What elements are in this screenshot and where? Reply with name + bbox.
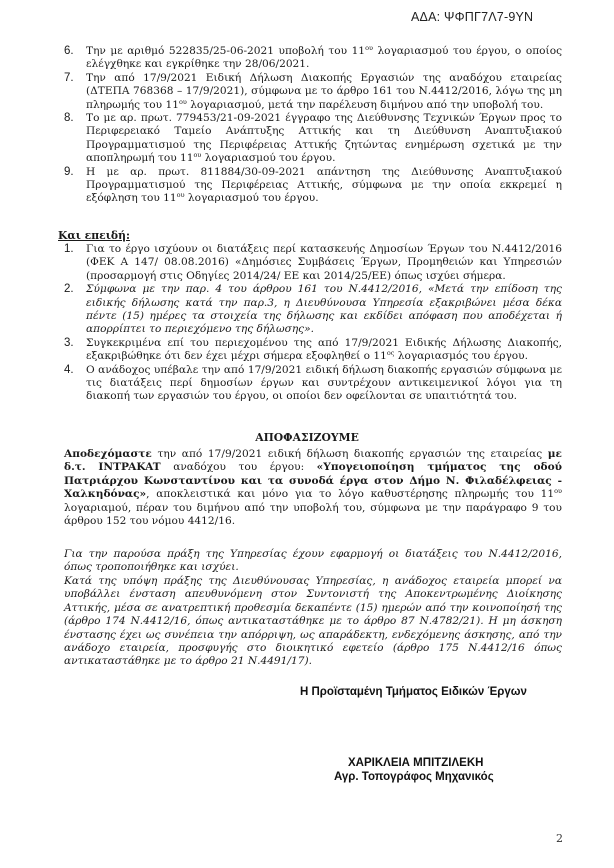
item-text: Για το έργο ισχύουν οι διατάξεις περί κατασκευής Δημοσίων Έργων του Ν.4412/2016 (ΦΕΚ Α 147/ 08.08.2016) «Δημόσιες Συμβάσεις Έργων, Προμηθειών και Υπηρεσιών (προσαρμογή στις Οδηγίες 2014/24/ ΕΕ και 2014/25/ΕΕ) όπως ισχύει σήμερα. <box>86 243 562 282</box>
legal-paragraph-2: Κατά της υπόψη πράξης της Διευθύνουσας Υπηρεσίας, η ανάδοχος εταιρεία μπορεί να υποβάλλει ένσταση απευθυνόμενη στον Συντονιστή της Αποκεντρωμένης Διοίκησης Αττικής, μέσα σε ανατρεπτική προθεσμία δεκαπέντε (15) ημερών από την κοινοποίησή της (άρθρο 174 Ν.4412/16, όπως αντικαταστάθηκε με το άρθρο 87 Ν.4782/21). Η μη άσκηση ένστασης έχει ως συνέπεια την απόρριψη, ως απαράδεκτη, ενδεχόμενης άσκησης, από την ανάδοχο εταιρεία, προσφυγής στο διοικητικό εφετείο (άρθρο 175 Ν.4412/16 όπως αντικαταστάθηκε με το άρθρο 21 Ν.4491/17). <box>64 575 562 668</box>
signatory-title: Αγρ. Τοπογράφος Μηχανικός <box>334 771 494 783</box>
item-number: 8. <box>64 112 74 125</box>
since-list <box>64 243 562 404</box>
item-number: 4. <box>64 363 74 376</box>
list-item <box>64 337 562 364</box>
legal-paragraph-1: Για την παρούσα πράξη της Υπηρεσίας έχουν εφαρμογή οι διατάξεις του Ν.4412/2016, όπως τροποποιήθηκε και ισχύει. <box>64 548 562 574</box>
item-text: Η με αρ. πρωτ. 811884/30-09-2021 απάντηση της Διεύθυνσης Αναπτυξιακού Προγραμματισμού της Περιφέρειας Αττικής, σύμφωνα με την οποία εκκρεμεί η εξόφληση του $11^{o\upsilon}$ λογαριασμού του έργου. <box>86 165 562 205</box>
item-text: Την από 17/9/2021 Ειδική Δήλωση Διακοπής Εργασιών της αναδόχου εταιρείας (ΔΤΕΠΑ 768368 – 17/9/2021), σύμφωνα με το άρθρο 161 του Ν.4412/2016, λόγω της μη πληρωμής του $11^{o\upsilon}$ λογαριασμού, μετά την παρέλευση διμήνου από την υποβολή του. <box>86 71 562 111</box>
list-item <box>64 45 562 72</box>
list-item <box>64 72 562 112</box>
item-text: Την με αριθμό 522835/25-06-2021 υποβολή του $11^{o\upsilon}$ λογαριασμού του έργου, ο οποίος ελέγχθηκε και εγκρίθηκε την 28/06/2021. <box>86 44 563 71</box>
item-number: 7. <box>64 71 74 84</box>
item-number: 3. <box>64 336 74 349</box>
list-item <box>64 112 562 166</box>
list-item <box>64 166 562 206</box>
signatory-role: Η Προϊσταμένη Τμήματος Ειδικών Έργων <box>300 686 527 698</box>
list-item <box>64 364 562 404</box>
item-text: Συγκεκριμένα επί του περιεχομένου της από 17/9/2021 Ειδικής Δήλωσης Διακοπής, εξακριβώθηκε ότι δεν έχει μέχρι σήμερα εξοφληθεί ο $11^{o\varsigma}$ λογαριασμός του έργου. <box>86 336 562 363</box>
decision-paragraph: Αποδεχόμαστε την από 17/9/2021 ειδική δήλωση διακοπής εργασιών της εταιρείας με δ.τ. INTPAKAT αναδόχου του έργου: «Υπογειοποίηση τμήματος της οδού Πατριάρχου Κωνσταντίνου και τα συνοδά έργα στον Δήμο Ν. Φιλαδέλφειας - Χαλκηδόνας», αποκλειστικά και μόνο για το λόγο καθυστέρησης πληρωμής του $11^{o\upsilon}$ λογαριαμού, πέραν του διμήνου από την υποβολή του, σύμφωνα με την παράγραφο 9 του άρθρου 152 του νόμου 4412/16. <box>64 448 562 528</box>
item-text: Ο ανάδοχος υπέβαλε την από 17/9/2021 ειδική δήλωση διακοπής εργασιών σύμφωνα με τις διατάξεις περί δημοσίων έργων και συντρέχουν αντικειμενικοί λόγοι για τη διακοπή των εργασιών του έργου, οι οποίοι δεν οφείλονται σε υπαιτιότητά του. <box>86 363 562 403</box>
list-item <box>64 243 562 283</box>
item-number: 9. <box>64 165 74 178</box>
item-number: 1. <box>64 243 74 255</box>
item-number: 6. <box>64 45 74 57</box>
signatory-name: ΧΑΡΙΚΛΕΙΑ ΜΠΙΤΖΙΛΕΚΗ <box>348 757 484 769</box>
decision-heading: ΑΠΟΦΑΣΙΖΟΥΜΕ <box>255 431 359 444</box>
since-heading: Και επειδή: <box>58 229 130 242</box>
item-text: Σύμφωνα με την παρ. 4 του άρθρου 161 του Ν.4412/2016, «Μετά την επίδοση της ειδικής δήλωσης κατά την παρ.3, η Διευθύνουσα Υπηρεσία εξακριβώνει μέσα δέκα πέντε (15) ημέρες τα στοιχεία της δήλωσης και εκδίδει απόφαση που αποδέχεται ή απορρίπτει το περιεχόμενο της δήλωσης». <box>86 283 562 336</box>
ada-code: ΑΔΑ: ΨΦΠΓ7Λ7-9ΥΝ <box>411 10 534 24</box>
item-number: 2. <box>64 283 74 296</box>
page-number: 2 <box>556 832 563 845</box>
item-text: Το με αρ. πρωτ. 779453/21-09-2021 έγγραφο της Διεύθυνσης Τεχνικών Έργων προς το Περιφερειακό Ταμείο Ανάπτυξης Αττικής και τη Διεύθυνση Αναπτυξιακού Προγραμματισμού της Περιφέρειας Αττικής ζητώντας ενημέρωση σχετικά με την αποπληρωμή του $11^{o\upsilon}$ λογαριασμού του έργου. <box>86 112 562 165</box>
considerations-list <box>64 45 562 206</box>
list-item <box>64 283 562 337</box>
